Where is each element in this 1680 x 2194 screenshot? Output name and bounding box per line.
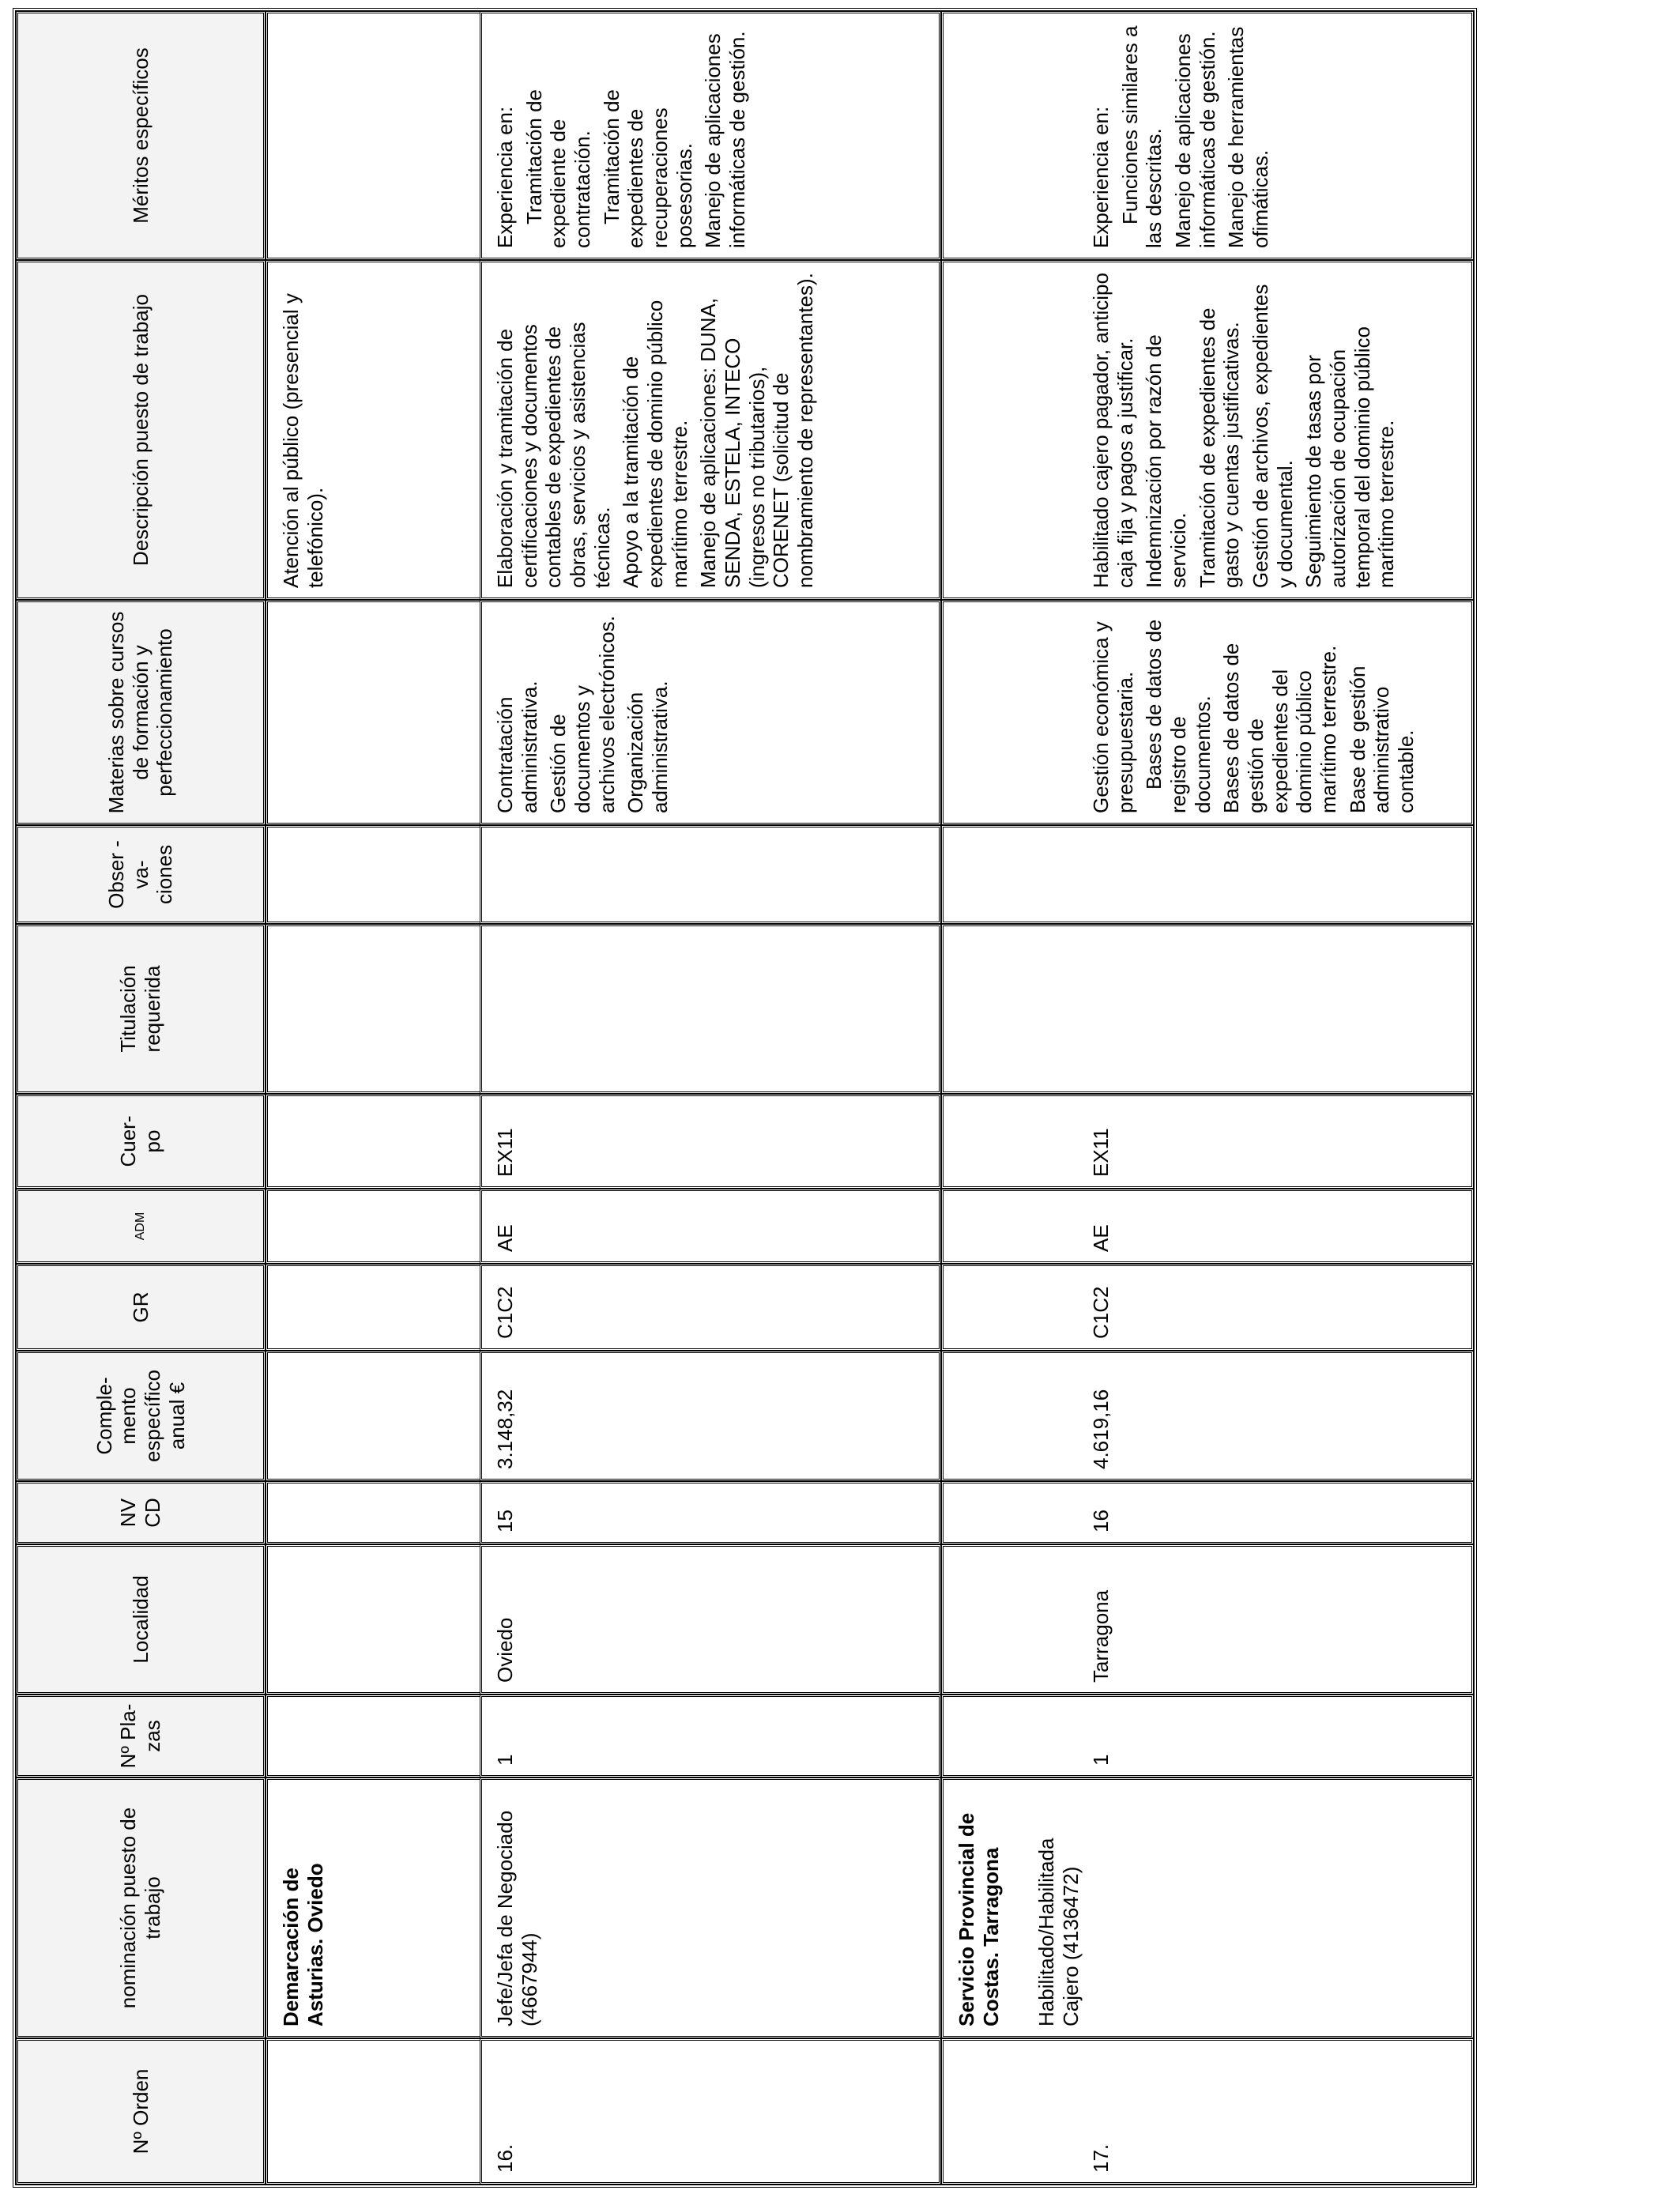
header-adm: ADM bbox=[16, 1189, 266, 1264]
cell-empty bbox=[266, 825, 480, 924]
cell-orden: 16. bbox=[480, 2038, 941, 2185]
cell-descripcion bbox=[480, 260, 941, 600]
cell-meritos bbox=[941, 11, 1474, 260]
row-plazas-value: 1 bbox=[1089, 1754, 1113, 1766]
cell-localidad: Oviedo bbox=[480, 1544, 941, 1695]
cell-titulacion bbox=[480, 924, 941, 1094]
cell-nivel: 15 bbox=[480, 1481, 941, 1544]
table-row-17 bbox=[941, 11, 1474, 2185]
header-meritos: Méritos específicos bbox=[16, 11, 266, 260]
section-title-tarragona: Servicio Provincial de Costas. Tarragona bbox=[955, 1812, 1003, 2026]
header-plazas: Nº Pla- zas bbox=[16, 1695, 266, 1777]
merito-item: Experiencia en: bbox=[493, 106, 517, 248]
cell-adm: AE bbox=[480, 1189, 941, 1264]
materia-item: Gestión de documentos y archivos electrónicos. bbox=[546, 616, 619, 813]
materia-item: Bases de datos de gestión de expedientes del dominio público marítimo terrestre. bbox=[1219, 643, 1341, 813]
descripcion-item: Seguimiento de tasas por autorización de ocupación temporal del dominio público marítimo terrestre. bbox=[1301, 326, 1399, 588]
rotated-table-wrapper bbox=[13, 14, 1418, 2188]
cell-grupo bbox=[941, 1264, 1474, 1351]
row-orden-value: 17. bbox=[1089, 2143, 1113, 2173]
row-nivel-value: 16 bbox=[1089, 1510, 1113, 1532]
section-title-asturias: Demarcación de Asturias. Oviedo bbox=[266, 1777, 480, 2038]
cell-adm bbox=[941, 1189, 1474, 1264]
materia-item: Organización administrativa. bbox=[623, 680, 672, 813]
materia-item: Bases de datos de registro de documentos. bbox=[1142, 619, 1215, 813]
header-orden: Nº Orden bbox=[16, 2038, 266, 2185]
header-observaciones: Obser -va- ciones bbox=[16, 825, 266, 924]
cell-empty bbox=[266, 2038, 480, 2185]
section-row-asturias bbox=[266, 11, 480, 2185]
cell-empty bbox=[266, 11, 480, 260]
materia-item: Base de gestión administrativo contable. bbox=[1345, 665, 1418, 813]
cell-grupo: C1C2 bbox=[480, 1264, 941, 1351]
cell-meritos bbox=[480, 11, 941, 260]
merito-item: Experiencia en: bbox=[1089, 106, 1113, 248]
merito-item: Manejo de herramientas ofimáticas. bbox=[1224, 26, 1273, 248]
cell-plazas bbox=[941, 1695, 1474, 1777]
cell-cuerpo bbox=[941, 1094, 1474, 1189]
header-descripcion: Descripción puesto de trabajo bbox=[16, 260, 266, 600]
row-denominacion-value: Habilitado/Habilitada Cajero (4136472) bbox=[1034, 1838, 1083, 2026]
cell-orden bbox=[941, 2038, 1474, 2185]
cell-empty bbox=[266, 924, 480, 1094]
cell-plazas: 1 bbox=[480, 1695, 941, 1777]
cell-materias bbox=[941, 600, 1474, 825]
cell-empty bbox=[266, 1351, 480, 1481]
descripcion-item: Manejo de aplicaciones: DUNA, SENDA, ESTELA, INTECO (ingresos no tributarios), CORENET (solicitud de nombramiento de representantes). bbox=[696, 273, 818, 588]
merito-item: Tramitación de expedientes de recuperaciones posesorias. bbox=[599, 89, 696, 248]
row-adm-value: AE bbox=[1089, 1224, 1113, 1252]
cell-observaciones bbox=[941, 825, 1474, 924]
row-complemento-value: 4.619,16 bbox=[1089, 1389, 1113, 1469]
descripcion-item: Indemnización por razón de servicio. bbox=[1142, 334, 1191, 588]
cell-observaciones bbox=[480, 825, 941, 924]
merito-item: Funciones similares a las descritas. bbox=[1117, 25, 1166, 248]
cell-denominacion: Jefe/Jefa de Negociado (4667944) bbox=[480, 1777, 941, 2038]
row-cuerpo-value: EX11 bbox=[1089, 1128, 1113, 1177]
cell-complemento bbox=[941, 1351, 1474, 1481]
cell-empty bbox=[266, 1481, 480, 1544]
cell-empty bbox=[266, 1264, 480, 1351]
job-positions-table bbox=[13, 8, 1477, 2188]
cell-empty bbox=[266, 1189, 480, 1264]
descripcion-item: Apoyo a la tramitación de expedientes de dominio público marítimo terrestre. bbox=[619, 300, 691, 588]
descripcion-item: Tramitación de expedientes de gasto y cuentas justificativas. bbox=[1195, 307, 1244, 588]
header-cuerpo: Cuer- po bbox=[16, 1094, 266, 1189]
cell-descripcion bbox=[941, 260, 1474, 600]
table-row-16 bbox=[480, 11, 941, 2185]
cell-empty bbox=[266, 1094, 480, 1189]
cell-empty bbox=[266, 1695, 480, 1777]
merito-item: Manejo de aplicaciones informáticas de gestión. bbox=[701, 31, 750, 248]
header-localidad: Localidad bbox=[16, 1544, 266, 1695]
cell-cuerpo: EX11 bbox=[480, 1094, 941, 1189]
row-localidad-value: Tarragona bbox=[1089, 1589, 1113, 1683]
header-complemento: Comple- mento específico anual € bbox=[16, 1351, 266, 1481]
cell-complemento: 3.148,32 bbox=[480, 1351, 941, 1481]
cell-titulacion bbox=[941, 924, 1474, 1094]
header-titulacion: Titulación requerida bbox=[16, 924, 266, 1094]
descripcion-item: Elaboración y tramitación de certificaciones y documentos contables de expedientes de obras, servicios y asistencias técnicas. bbox=[493, 322, 614, 588]
row-grupo-value: C1C2 bbox=[1089, 1286, 1113, 1339]
merito-item: Manejo de aplicaciones informáticas de gestión. bbox=[1171, 31, 1219, 248]
cell-nivel bbox=[941, 1481, 1474, 1544]
descripcion-item: Habilitado cajero pagador, anticipo caja fija y pagos a justificar. bbox=[1089, 273, 1137, 588]
cell-denominacion bbox=[941, 1777, 1474, 2038]
header-row bbox=[16, 11, 266, 2185]
descripcion-item: Gestión de archivos, expedientes y documental. bbox=[1249, 284, 1297, 588]
cell-empty bbox=[266, 600, 480, 825]
materia-item: Contratación administrativa. bbox=[493, 680, 541, 813]
cell-localidad bbox=[941, 1544, 1474, 1695]
materia-item: Gestión económica y presupuestaria. bbox=[1089, 621, 1137, 813]
section-descripcion: Atención al público (presencial y telefónico). bbox=[266, 260, 480, 600]
header-denominacion: nominación puesto de trabajo bbox=[16, 1777, 266, 2038]
cell-empty bbox=[266, 1544, 480, 1695]
header-nivel: NV CD bbox=[16, 1481, 266, 1544]
merito-item: Tramitación de expediente de contratación. bbox=[522, 89, 595, 248]
header-materias: Materias sobre cursos de formación y perfeccionamiento bbox=[16, 600, 266, 825]
header-grupo: GR bbox=[16, 1264, 266, 1351]
cell-materias bbox=[480, 600, 941, 825]
